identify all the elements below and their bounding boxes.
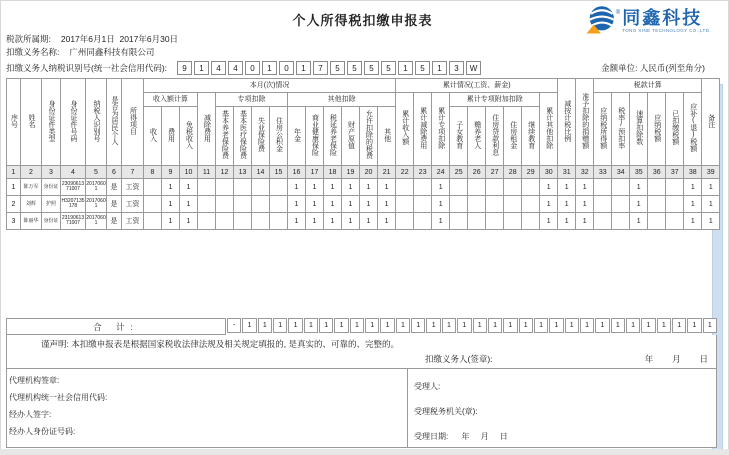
column-number: 12 <box>216 166 234 179</box>
withholder-name-label: 扣缴义务名称: <box>6 47 60 57</box>
footer-section <box>6 369 717 448</box>
cell: 刘辉 <box>21 196 42 213</box>
sign-date-label: 年 月 日 <box>644 354 708 364</box>
company-logo <box>582 4 711 38</box>
column-number: 20 <box>360 166 378 179</box>
total-cell: 1 <box>350 318 364 333</box>
cell: 20170601 <box>86 213 107 230</box>
column-number-row <box>7 166 720 179</box>
cell: 1 <box>342 179 360 196</box>
column-number: 4 <box>61 166 86 179</box>
cell <box>198 179 216 196</box>
cell <box>234 213 252 230</box>
cell: 1 <box>342 196 360 213</box>
col-header-resident: 是否为居民个人 <box>107 79 122 166</box>
cell: 1 <box>630 196 648 213</box>
column-number: 17 <box>306 166 324 179</box>
cell <box>396 179 414 196</box>
taxid-digit-box: 5 <box>347 61 362 75</box>
cell: 1 <box>288 196 306 213</box>
total-row <box>6 318 717 335</box>
cell: 1 <box>558 213 576 230</box>
taxid-digit-box: 1 <box>194 61 209 75</box>
total-cell: 1 <box>672 318 686 333</box>
cell: 1 <box>630 213 648 230</box>
declaration-text: 谨声明: 本扣缴申报表是根据国家税收法律法规及相关规定填报的, 是真实的、可靠的、完整的。 <box>41 339 399 349</box>
cell <box>198 196 216 213</box>
col-header-other: 其他 <box>378 107 396 166</box>
cell: 1 <box>576 213 594 230</box>
col-header-mortgage-interest: 住房贷款利息 <box>486 107 504 166</box>
cell: 是 <box>107 196 122 213</box>
column-number: 38 <box>684 166 702 179</box>
cell: 1 <box>684 179 702 196</box>
col-header-cum-deduct-fee: 累计减除费用 <box>414 93 432 166</box>
col-header-annuity: 年金 <box>288 107 306 166</box>
cell <box>252 213 270 230</box>
total-cell: 1 <box>657 318 671 333</box>
cell: 陈丽华 <box>21 213 42 230</box>
cell: 陈万军 <box>21 179 42 196</box>
acceptor-label: 受理人: <box>414 382 441 391</box>
taxid-digit-box: 5 <box>330 61 345 75</box>
column-number: 9 <box>162 166 180 179</box>
cell: 1 <box>684 213 702 230</box>
declaration-table <box>6 78 720 230</box>
total-cell: 1 <box>641 318 655 333</box>
total-cell: 1 <box>396 318 410 333</box>
cell: 1 <box>702 179 720 196</box>
col-header-tax-withheld: 已扣缴税额 <box>666 93 684 166</box>
title-bar <box>6 0 719 33</box>
total-cell: 1 <box>519 318 533 333</box>
column-number: 23 <box>414 166 432 179</box>
cell <box>414 213 432 230</box>
col-header-property-value: 财产原值 <box>342 107 360 166</box>
col-header-taxfree-income: 免税收入 <box>180 107 198 166</box>
taxid-digit-box: 4 <box>228 61 243 75</box>
cell: 1 <box>432 213 450 230</box>
column-number: 8 <box>144 166 162 179</box>
cell <box>648 213 666 230</box>
col-header-id-type: 身份证件类型 <box>42 79 61 166</box>
form-meta <box>6 33 719 75</box>
globe-icon <box>582 4 621 38</box>
cell <box>270 213 288 230</box>
taxid-digit-box: 9 <box>177 61 192 75</box>
total-cell: 1 <box>304 318 318 333</box>
column-number: 19 <box>342 166 360 179</box>
col-header-name: 姓名 <box>21 79 42 166</box>
col-header-deduct-fee: 减除费用 <box>198 93 216 166</box>
cell <box>144 196 162 213</box>
column-number: 5 <box>86 166 107 179</box>
col-header-fee: 费用 <box>162 107 180 166</box>
tax-period-label: 税款所属期: <box>6 34 51 44</box>
cell <box>216 179 234 196</box>
cell: 3 <box>7 213 21 230</box>
column-number: 37 <box>666 166 684 179</box>
group-header-cumulative: 累计情况(工资、薪金) <box>396 79 558 93</box>
agency-seal-label: 代理机构签章: <box>9 376 60 385</box>
cell: 1 <box>342 213 360 230</box>
column-number: 18 <box>324 166 342 179</box>
cell: 1 <box>7 179 21 196</box>
col-header-donation: 准予扣除的捐赠额 <box>576 79 594 166</box>
col-header-quick-deduction: 速算扣除数 <box>630 93 648 166</box>
cell <box>252 196 270 213</box>
cell: 20170601 <box>86 179 107 196</box>
cell <box>522 213 540 230</box>
table-row <box>7 196 720 213</box>
column-number: 32 <box>576 166 594 179</box>
col-header-cum-income: 累计收入额 <box>396 93 414 166</box>
column-number: 3 <box>42 166 61 179</box>
taxid-boxes <box>175 61 481 75</box>
cell <box>612 196 630 213</box>
withholder-sign-label: 扣缴义务人(签章): <box>425 354 493 364</box>
cell: 20170601 <box>86 196 107 213</box>
total-cell: 1 <box>534 318 548 333</box>
total-label: 合 计: <box>6 318 226 335</box>
cell: 1 <box>180 213 198 230</box>
cell <box>666 196 684 213</box>
form-sheet <box>6 0 719 448</box>
total-cell: 1 <box>626 318 640 333</box>
cell: 1 <box>324 196 342 213</box>
total-cell: 1 <box>426 318 440 333</box>
total-cell: 1 <box>273 318 287 333</box>
tax-authority-label: 受理税务机关(章): <box>414 407 478 416</box>
taxid-digit-box: 0 <box>245 61 260 75</box>
total-cell: 1 <box>503 318 517 333</box>
cell <box>396 213 414 230</box>
cell <box>450 213 468 230</box>
empty-body-area <box>6 230 719 318</box>
cell: 工资 <box>122 196 144 213</box>
declaration-section <box>6 335 717 369</box>
cell <box>486 196 504 213</box>
cell <box>234 179 252 196</box>
col-header-commercial-health: 商业健康保险 <box>306 107 324 166</box>
cell: 1 <box>702 196 720 213</box>
cell: 工资 <box>122 179 144 196</box>
taxid-digit-box: 5 <box>415 61 430 75</box>
cell: 身份证 <box>42 213 61 230</box>
cell <box>144 179 162 196</box>
cell <box>144 213 162 230</box>
cell: H3207135178 <box>61 196 86 213</box>
cell: 1 <box>162 179 180 196</box>
taxid-digit-box: 1 <box>296 61 311 75</box>
cell <box>522 179 540 196</box>
cell: 1 <box>378 213 396 230</box>
brand-name: 同鑫科技 <box>622 8 703 28</box>
column-number: 7 <box>122 166 144 179</box>
column-number: 25 <box>450 166 468 179</box>
total-cell: 1 <box>488 318 502 333</box>
cell: 1 <box>432 179 450 196</box>
acceptance-block <box>407 369 716 447</box>
col-header-medical: 基本医疗保险费 <box>234 107 252 166</box>
cell <box>468 196 486 213</box>
cell: 1 <box>540 213 558 230</box>
col-header-income: 收入 <box>144 107 162 166</box>
declaration-sign-line <box>7 351 716 368</box>
taxid-label: 扣缴义务人纳税识别号(统一社会信用代码): <box>6 62 168 73</box>
cell: 是 <box>107 213 122 230</box>
total-cell: 1 <box>565 318 579 333</box>
total-cell: 1 <box>473 318 487 333</box>
taxid-digit-box: 1 <box>398 61 413 75</box>
column-number: 36 <box>648 166 666 179</box>
col-header-children-edu: 子女教育 <box>450 107 468 166</box>
total-cell: 1 <box>457 318 471 333</box>
cell <box>270 179 288 196</box>
cell <box>396 196 414 213</box>
taxid-digit-box: W <box>466 61 481 75</box>
handler-id-label: 经办人身份证号码: <box>9 427 76 436</box>
cell: 1 <box>558 179 576 196</box>
cell: 工资 <box>122 213 144 230</box>
total-cell: 1 <box>611 318 625 333</box>
cell: 1 <box>360 179 378 196</box>
col-header-taxable-income: 应纳税所得额 <box>594 93 612 166</box>
handler-sign-label: 经办人签字: <box>9 410 52 419</box>
cell <box>270 196 288 213</box>
total-cells <box>226 318 717 335</box>
cell: 1 <box>360 196 378 213</box>
cell <box>594 179 612 196</box>
withholder-name-value: 广州同鑫科技有限公司 <box>69 47 155 57</box>
column-number: 35 <box>630 166 648 179</box>
cell <box>522 196 540 213</box>
cell: 1 <box>162 213 180 230</box>
column-number: 28 <box>504 166 522 179</box>
total-cell: 1 <box>380 318 394 333</box>
col-header-cum-special: 累计专项扣除 <box>432 93 450 166</box>
col-header-housing-rent: 住房租金 <box>504 107 522 166</box>
total-cell: 1 <box>365 318 379 333</box>
col-header-tax-due-refund: 应补(退)税额 <box>684 93 702 166</box>
column-number: 10 <box>180 166 198 179</box>
cell <box>504 213 522 230</box>
column-number: 30 <box>540 166 558 179</box>
column-number: 21 <box>378 166 396 179</box>
taxid-digit-box: 0 <box>279 61 294 75</box>
total-cell: 1 <box>703 318 717 333</box>
column-number: 6 <box>107 166 122 179</box>
cell: 护照 <box>42 196 61 213</box>
subgroup-income-calc: 收入额计算 <box>144 93 198 107</box>
column-number: 34 <box>612 166 630 179</box>
col-header-allowed-taxes: 允许扣除的税费 <box>360 107 378 166</box>
taxid-line <box>6 61 719 75</box>
cell: 是 <box>107 179 122 196</box>
cell: 1 <box>324 179 342 196</box>
cell: 1 <box>576 196 594 213</box>
cell <box>486 179 504 196</box>
total-cell: 1 <box>549 318 563 333</box>
cell <box>486 213 504 230</box>
total-cell: 1 <box>258 318 272 333</box>
cell <box>612 213 630 230</box>
currency-unit-note: 金额单位: 人民币(列至角分) <box>601 62 705 73</box>
column-number: 14 <box>252 166 270 179</box>
column-number: 33 <box>594 166 612 179</box>
column-number: 2 <box>21 166 42 179</box>
column-number: 27 <box>486 166 504 179</box>
cell <box>504 196 522 213</box>
cell: 1 <box>360 213 378 230</box>
cell <box>468 213 486 230</box>
cell <box>234 196 252 213</box>
column-number: 13 <box>234 166 252 179</box>
col-header-cum-other: 累计其他扣除 <box>540 93 558 166</box>
page-title: 个人所得税扣缴申报表 <box>292 13 433 28</box>
agency-uscc-label: 代理机构统一社会信用代码: <box>9 393 108 402</box>
taxid-digit-box: 3 <box>449 61 464 75</box>
cell <box>504 179 522 196</box>
cell <box>450 196 468 213</box>
col-header-unemployment: 失业保险费 <box>252 107 270 166</box>
subgroup-cum-additional: 累计专项附加扣除 <box>450 93 540 107</box>
subgroup-special-deduction: 专项扣除 <box>216 93 288 107</box>
cell: 1 <box>378 196 396 213</box>
col-header-continuing-edu: 继续教育 <box>522 107 540 166</box>
col-header-remark: 备注 <box>702 79 720 166</box>
taxid-digit-box: 4 <box>211 61 226 75</box>
cell <box>414 196 432 213</box>
total-cell: 1 <box>411 318 425 333</box>
cell: 2319061371007 <box>61 213 86 230</box>
cell: 1 <box>180 179 198 196</box>
cell <box>666 213 684 230</box>
column-number: 16 <box>288 166 306 179</box>
cell: 2 <box>7 196 21 213</box>
cell: 身份证 <box>42 179 61 196</box>
col-header-id-number: 身份证件号码 <box>61 79 86 166</box>
cell: 1 <box>630 179 648 196</box>
acceptance-date-label: 受理日期: 年 月 日 <box>414 432 508 441</box>
taxid-digit-box: 7 <box>313 61 328 75</box>
column-number: 26 <box>468 166 486 179</box>
cell: 1 <box>378 179 396 196</box>
total-cell: 1 <box>288 318 302 333</box>
total-cell: 1 <box>580 318 594 333</box>
brand-subtitle: TONG XINE TECHNOLOGY CO.,LTD. <box>622 28 711 33</box>
group-header-tax-calc: 税款计算 <box>594 79 702 93</box>
cell <box>198 213 216 230</box>
col-header-pension: 基本养老保险费 <box>216 107 234 166</box>
table-row <box>7 213 720 230</box>
taxid-digit-box: 5 <box>381 61 396 75</box>
tax-period-value: 2017年6月1日 2017年6月30日 <box>60 34 179 44</box>
cell: 1 <box>162 196 180 213</box>
cell: 1 <box>540 196 558 213</box>
table-row <box>7 179 720 196</box>
header-row-groups <box>7 79 720 93</box>
cell: 1 <box>180 196 198 213</box>
registered-mark: ® <box>615 10 621 16</box>
total-cell: 1 <box>334 318 348 333</box>
total-cell: 1 <box>687 318 701 333</box>
col-header-seq: 序号 <box>7 79 21 166</box>
group-header-current-month: 本月(次)情况 <box>144 79 396 93</box>
cell: 2309061371007 <box>61 179 86 196</box>
col-header-tax-ratio: 减按计税比例 <box>558 79 576 166</box>
cell: 1 <box>684 196 702 213</box>
cell <box>252 179 270 196</box>
cell <box>594 213 612 230</box>
agency-block <box>7 369 407 447</box>
col-header-taxpayer-id: 纳税人识别号 <box>86 79 107 166</box>
cell: 1 <box>702 213 720 230</box>
total-cell: 1 <box>595 318 609 333</box>
col-header-income-item: 所得项目 <box>122 79 144 166</box>
subgroup-other-deduction: 其他扣除 <box>288 93 396 107</box>
col-header-housing-fund: 住房公积金 <box>270 107 288 166</box>
column-number: 15 <box>270 166 288 179</box>
taxid-digit-box: 5 <box>364 61 379 75</box>
cell <box>216 213 234 230</box>
bottom-edge <box>0 449 729 455</box>
cell: 1 <box>306 196 324 213</box>
cell <box>414 179 432 196</box>
column-number: 31 <box>558 166 576 179</box>
cell: 1 <box>558 196 576 213</box>
col-header-deferred-pension: 税延养老保险 <box>324 107 342 166</box>
cell: 1 <box>324 213 342 230</box>
cell <box>450 179 468 196</box>
total-cell: - <box>227 318 241 333</box>
cell: 1 <box>432 196 450 213</box>
column-number: 11 <box>198 166 216 179</box>
cell: 1 <box>576 179 594 196</box>
cell <box>594 196 612 213</box>
cell: 1 <box>306 213 324 230</box>
taxid-digit-box: 1 <box>262 61 277 75</box>
col-header-tax-rate: 税率/预扣率 <box>612 93 630 166</box>
col-header-elderly-support: 赡养老人 <box>468 107 486 166</box>
taxid-digit-box: 1 <box>432 61 447 75</box>
column-number: 1 <box>7 166 21 179</box>
total-cell: 1 <box>319 318 333 333</box>
cell <box>648 179 666 196</box>
cell <box>648 196 666 213</box>
col-header-tax-payable: 应纳税额 <box>648 93 666 166</box>
cell <box>666 179 684 196</box>
withholder-name-line <box>6 46 719 59</box>
cell <box>468 179 486 196</box>
cell: 1 <box>288 213 306 230</box>
column-number: 39 <box>702 166 720 179</box>
cell <box>612 179 630 196</box>
total-cell: 1 <box>442 318 456 333</box>
cell: 1 <box>540 179 558 196</box>
column-number: 22 <box>396 166 414 179</box>
cell <box>216 196 234 213</box>
logo-text <box>622 9 711 33</box>
column-number: 29 <box>522 166 540 179</box>
cell: 1 <box>288 179 306 196</box>
total-cell: 1 <box>242 318 256 333</box>
cell: 1 <box>306 179 324 196</box>
column-number: 24 <box>432 166 450 179</box>
